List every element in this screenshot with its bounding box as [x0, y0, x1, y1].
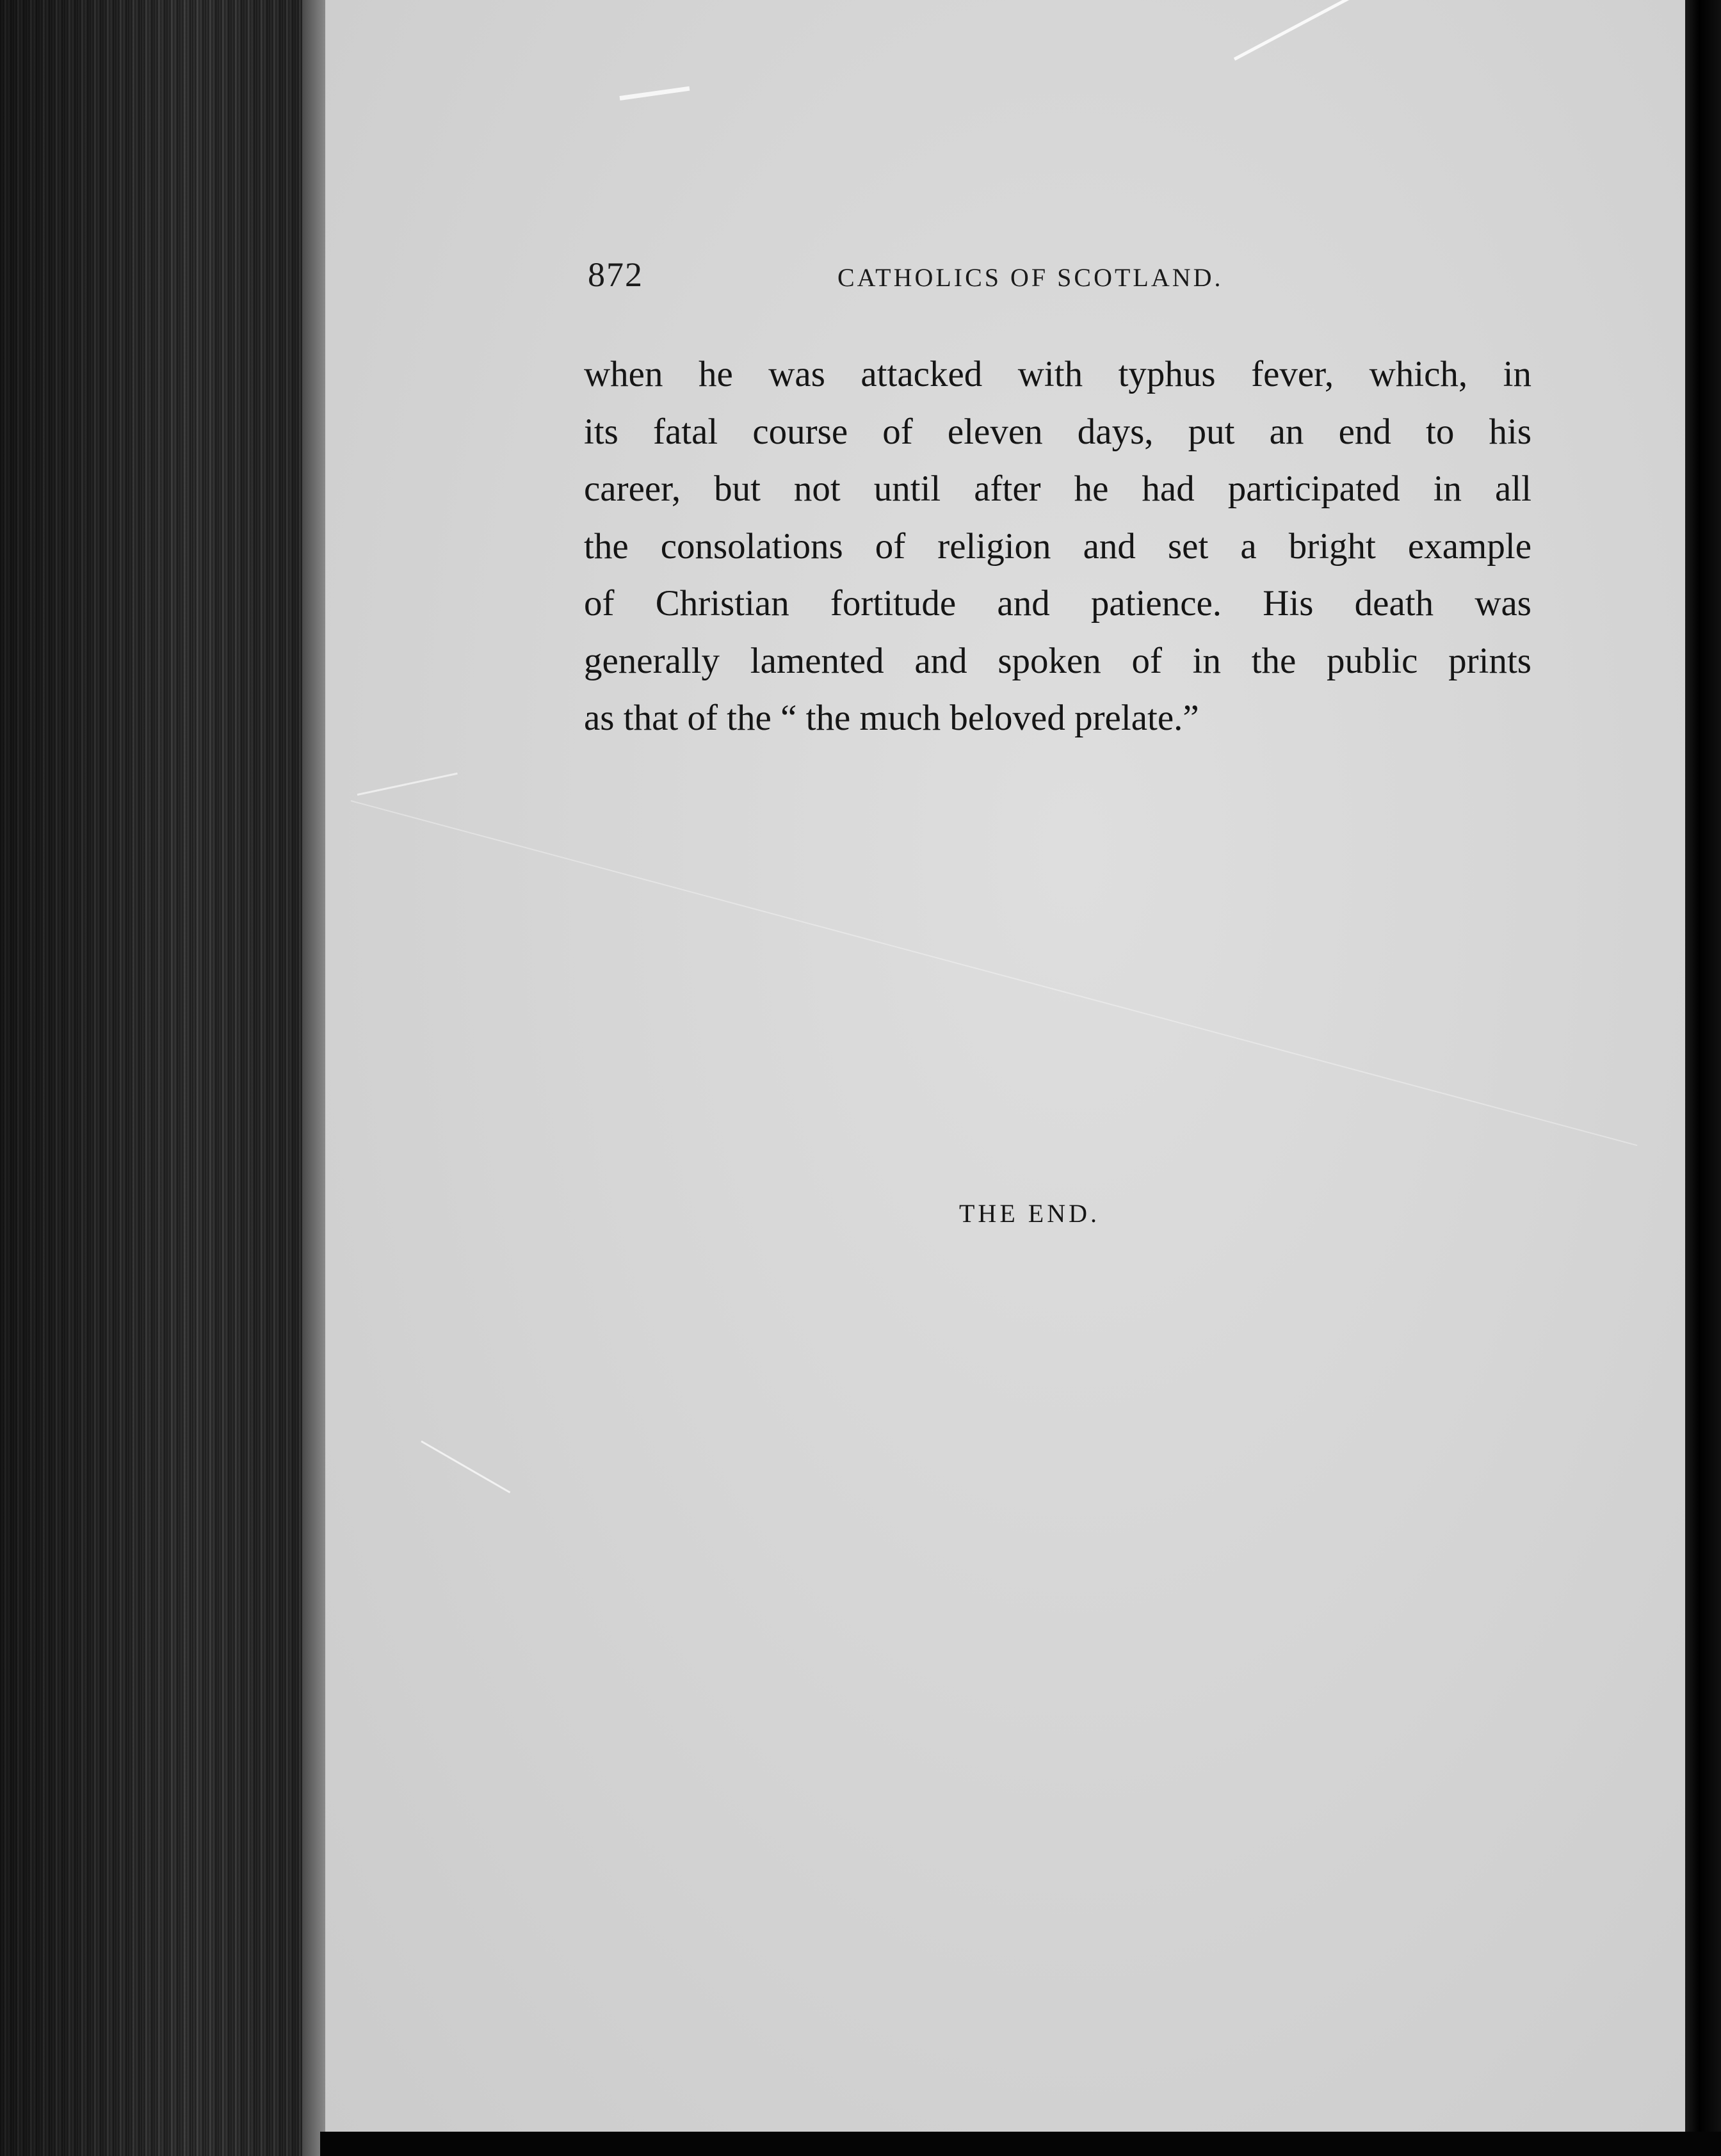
- page-edges: [0, 0, 320, 2156]
- body-line: generally lamented and spoken of in the public prints: [584, 640, 1531, 681]
- the-end: THE END.: [959, 1199, 1100, 1228]
- body-line: when he was attacked with typhus fever, which, in: [584, 354, 1531, 394]
- page-number: 872: [588, 255, 643, 294]
- running-head: [588, 255, 1281, 306]
- body-line: of Christian fortitude and patience. His death was: [584, 583, 1531, 623]
- right-edge: [1685, 0, 1721, 2156]
- running-title: CATHOLICS OF SCOTLAND.: [837, 263, 1224, 292]
- page: [325, 0, 1685, 2132]
- body-line: career, but not until after he had participated in all: [584, 469, 1531, 509]
- body-text: [584, 346, 1531, 747]
- body-line: the consolations of religion and set a bright example: [584, 526, 1531, 567]
- body-line: its fatal course of eleven days, put an end to his: [584, 411, 1531, 452]
- bottom-edge: [320, 2132, 1721, 2156]
- body-line: as that of the “ the much beloved prelate.”: [584, 698, 1199, 738]
- gutter: [302, 0, 325, 2156]
